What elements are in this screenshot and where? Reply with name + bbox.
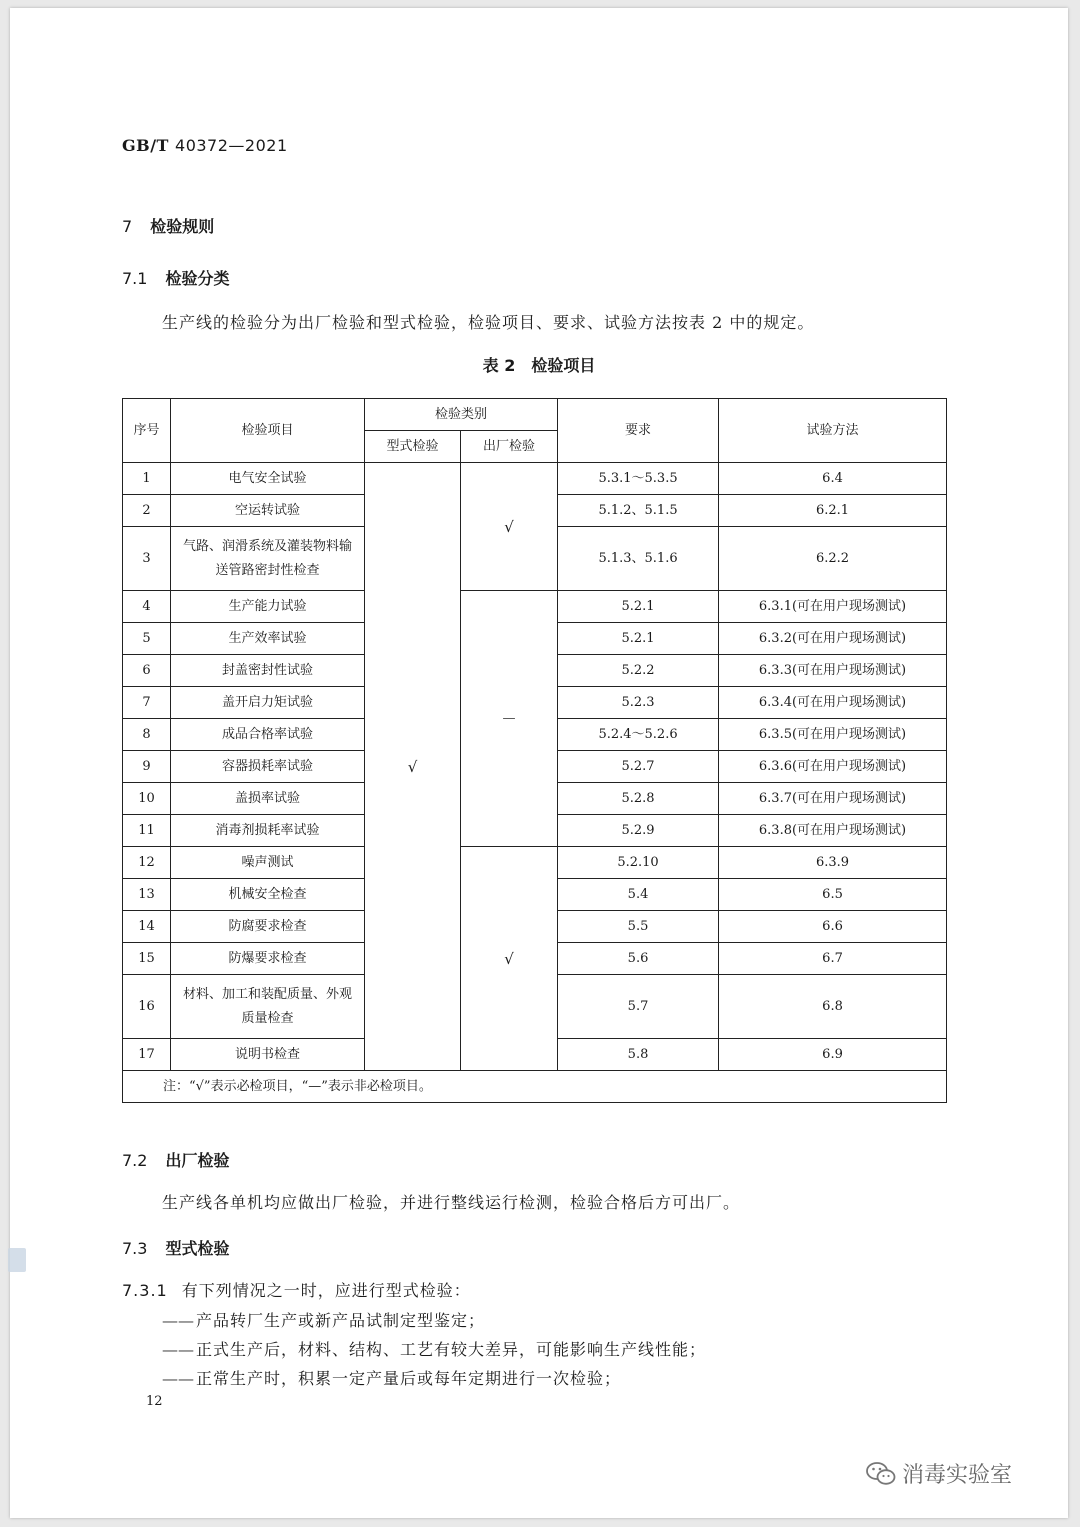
cell-method: 6.6: [719, 911, 947, 943]
cell-requirement: 5.2.4～5.2.6: [558, 719, 719, 751]
clause-text: 有下列情况之一时，应进行型式检验：: [181, 1281, 471, 1300]
section-title: 型式检验: [165, 1239, 230, 1258]
section-title: 检验规则: [150, 217, 215, 236]
clause-list-item: —— 正常生产时，积累一定产量后或每年定期进行一次检验；: [162, 1366, 621, 1389]
cell-item: 成品合格率试验: [171, 719, 365, 751]
cell-item: 噪声测试: [171, 847, 365, 879]
cell-item: 消毒剂损耗率试验: [171, 815, 365, 847]
cell-method: 6.3.6(可在用户现场测试): [719, 751, 947, 783]
cell-requirement: 5.2.3: [558, 687, 719, 719]
clause-list-item: —— 产品转厂生产或新产品试制定型鉴定；: [162, 1308, 485, 1331]
cell-requirement: 5.2.1: [558, 591, 719, 623]
section-7-1-paragraph: 生产线的检验分为出厂检验和型式检验，检验项目、要求、试验方法按表 2 中的规定。: [162, 313, 815, 332]
page-number: 12: [146, 1394, 163, 1409]
cell-requirement: 5.1.3、5.1.6: [558, 527, 719, 591]
cell-item: 空运转试验: [171, 495, 365, 527]
standard-code: GB/T: [122, 136, 169, 155]
section-title: 出厂检验: [165, 1151, 230, 1170]
watermark: [866, 1458, 1012, 1489]
cell-requirement: 5.2.9: [558, 815, 719, 847]
cell-factory-test-mark: √: [461, 847, 558, 1071]
cell-method: 6.3.9: [719, 847, 947, 879]
cell-item: 气路、润滑系统及灌装物料输送管路密封性检查: [171, 527, 365, 591]
cell-item: 材料、加工和装配质量、外观质量检查: [171, 975, 365, 1039]
cell-item: 生产效率试验: [171, 623, 365, 655]
cell-requirement: 5.2.10: [558, 847, 719, 879]
cell-requirement: 5.4: [558, 879, 719, 911]
side-tab-icon: [8, 1248, 26, 1272]
cell-seq: 14: [123, 911, 171, 943]
inspection-items-table: [122, 398, 947, 1103]
cell-seq: 12: [123, 847, 171, 879]
table-row: [123, 591, 947, 623]
cell-item: 容器损耗率试验: [171, 751, 365, 783]
cell-method: 6.3.5(可在用户现场测试): [719, 719, 947, 751]
cell-requirement: 5.8: [558, 1039, 719, 1071]
clause-list-item: —— 正式生产后，材料、结构、工艺有较大差异，可能影响生产线性能；: [162, 1337, 706, 1360]
cell-method: 6.2.2: [719, 527, 947, 591]
cell-seq: 13: [123, 879, 171, 911]
section-7-3-heading: [122, 1236, 229, 1259]
header-method: 试验方法: [719, 399, 947, 463]
cell-method: 6.2.1: [719, 495, 947, 527]
cell-factory-test-mark: —: [461, 591, 558, 847]
cell-item: 说明书检查: [171, 1039, 365, 1071]
cell-item: 电气安全试验: [171, 463, 365, 495]
cell-method: 6.8: [719, 975, 947, 1039]
cell-seq: 2: [123, 495, 171, 527]
cell-item: 机械安全检查: [171, 879, 365, 911]
cell-requirement: 5.1.2、5.1.5: [558, 495, 719, 527]
header-item: 检验项目: [171, 399, 365, 463]
cell-requirement: 5.5: [558, 911, 719, 943]
cell-item: 防爆要求检查: [171, 943, 365, 975]
cell-requirement: 5.7: [558, 975, 719, 1039]
section-number: 7.3: [122, 1239, 148, 1258]
cell-seq: 11: [123, 815, 171, 847]
table-caption-number: 表 2: [482, 356, 516, 375]
header-type-test: 型式检验: [365, 431, 461, 463]
cell-method: 6.4: [719, 463, 947, 495]
table-note-row: [123, 1071, 947, 1103]
header-factory-test: 出厂检验: [461, 431, 558, 463]
cell-seq: 9: [123, 751, 171, 783]
cell-method: 6.3.4(可在用户现场测试): [719, 687, 947, 719]
section-7-2-heading: [122, 1148, 229, 1171]
cell-requirement: 5.2.7: [558, 751, 719, 783]
section-number: 7.1: [122, 269, 148, 288]
cell-seq: 8: [123, 719, 171, 751]
cell-seq: 10: [123, 783, 171, 815]
table-caption-title: 检验项目: [531, 356, 596, 375]
standard-number: 40372—2021: [175, 136, 288, 155]
cell-method: 6.9: [719, 1039, 947, 1071]
cell-requirement: 5.6: [558, 943, 719, 975]
cell-method: 6.3.7(可在用户现场测试): [719, 783, 947, 815]
clause-7-3-1: [122, 1278, 471, 1301]
cell-method: 6.3.1(可在用户现场测试): [719, 591, 947, 623]
cell-seq: 3: [123, 527, 171, 591]
cell-requirement: 5.3.1～5.3.5: [558, 463, 719, 495]
cell-seq: 4: [123, 591, 171, 623]
table-note: 注：“√”表示必检项目，“—”表示非必检项目。: [123, 1071, 947, 1103]
cell-factory-test-mark: √: [461, 463, 558, 591]
table-row: [123, 847, 947, 879]
cell-requirement: 5.2.2: [558, 655, 719, 687]
cell-method: 6.3.3(可在用户现场测试): [719, 655, 947, 687]
section-number: 7: [122, 217, 133, 236]
watermark-text: 消毒实验室: [902, 1463, 1013, 1488]
header-seq: 序号: [123, 399, 171, 463]
table-row: [123, 463, 947, 495]
clause-number: 7.3.1: [122, 1281, 168, 1300]
cell-seq: 7: [123, 687, 171, 719]
section-7-2-paragraph: 生产线各单机均应做出厂检验，并进行整线运行检测，检验合格后方可出厂。: [162, 1193, 741, 1212]
cell-item: 盖开启力矩试验: [171, 687, 365, 719]
cell-seq: 17: [123, 1039, 171, 1071]
document-page: [10, 8, 1068, 1518]
cell-method: 6.3.2(可在用户现场测试): [719, 623, 947, 655]
wechat-icon: [866, 1461, 896, 1487]
cell-seq: 15: [123, 943, 171, 975]
cell-seq: 1: [123, 463, 171, 495]
cell-requirement: 5.2.8: [558, 783, 719, 815]
cell-item: 盖损率试验: [171, 783, 365, 815]
cell-method: 6.5: [719, 879, 947, 911]
section-number: 7.2: [122, 1151, 148, 1170]
section-title: 检验分类: [165, 269, 230, 288]
cell-item: 防腐要求检查: [171, 911, 365, 943]
cell-requirement: 5.2.1: [558, 623, 719, 655]
header-category: 检验类别: [365, 399, 558, 431]
cell-seq: 16: [123, 975, 171, 1039]
table-caption: [10, 353, 1068, 376]
standard-header: [122, 136, 288, 155]
cell-seq: 5: [123, 623, 171, 655]
cell-method: 6.7: [719, 943, 947, 975]
header-requirement: 要求: [558, 399, 719, 463]
section-7-heading: [122, 214, 214, 237]
cell-method: 6.3.8(可在用户现场测试): [719, 815, 947, 847]
cell-type-test-mark: √: [365, 463, 461, 1071]
section-7-1-heading: [122, 266, 229, 289]
cell-item: 封盖密封性试验: [171, 655, 365, 687]
cell-seq: 6: [123, 655, 171, 687]
cell-item: 生产能力试验: [171, 591, 365, 623]
